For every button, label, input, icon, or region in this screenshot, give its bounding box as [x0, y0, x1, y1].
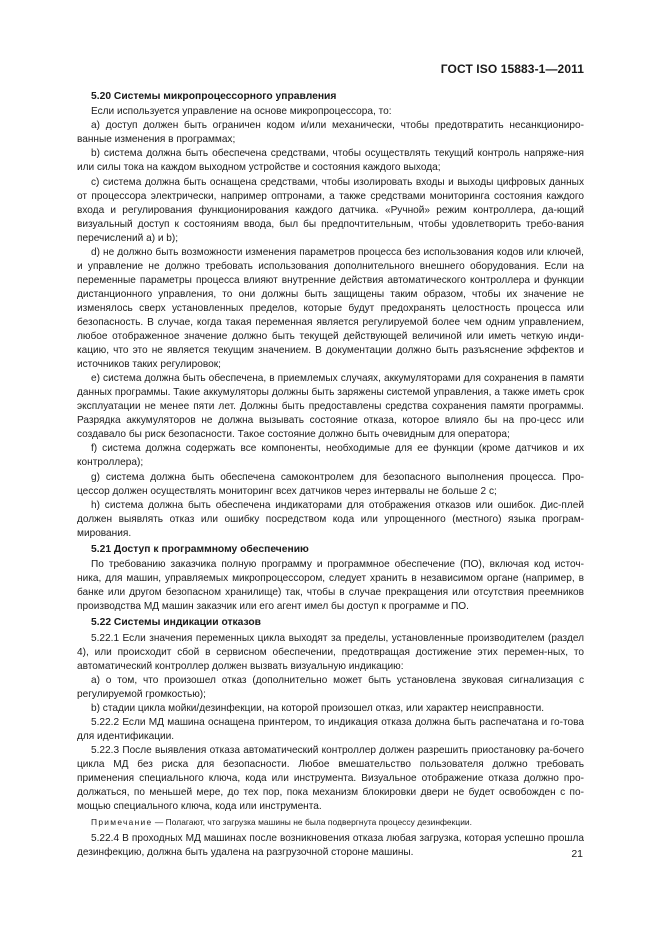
list-item-h: h) система должна быть обеспечена индикаторами для отображения отказов или ошибок. Дис-плей должен выявлять отказ или ошибку посредством кода или упрощенного (местного) языка програм-мирования.: [77, 499, 584, 539]
list-item-a: a) о том, что произошел отказ (дополнительно может быть установлена звуковая сигнализация с регулируемой громкостью);: [77, 674, 584, 700]
list-item-c: c) система должна быть оснащена средствами, чтобы изолировать входы и выходы цифровых данных от процессора электрически, например оптронами, а также средствами мониторинга состояния каждого входа и регулирования функционирования каждого датчика. «Ручной» режим контроллера, да-ющий визуальный доступ к состояниям ввода, был бы предпочтительным, чтобы удовлетворить требо-вания перечислений a) и b);: [77, 176, 584, 244]
clause-5-22-2: 5.22.2 Если МД машина оснащена принтером, то индикация отказа должна быть распечатана и го-това для идентификации.: [77, 716, 584, 742]
standard-designation: ГОСТ ISO 15883-1—2011: [440, 62, 584, 76]
section-heading-5-21: 5.21 Доступ к программному обеспечению: [91, 543, 309, 555]
note: [77, 816, 584, 828]
list-item-g: g) система должна быть обеспечена самоконтролем для безопасного выполнения процесса. Про-цессор должен осуществлять мониторинг всех датчиков через интервалы не больше 2 с;: [77, 471, 584, 497]
section-heading-5-20: 5.20 Системы микропроцессорного управления: [91, 91, 337, 102]
list-item-a: a) доступ должен быть ограничен кодом и/или механически, чтобы предотвратить несанкциониро-ванные изменения в программах;: [77, 120, 584, 146]
note-label: Примечание: [91, 817, 153, 828]
list-item-e: e) система должна быть обеспечена, в приемлемых случаях, аккумуляторами для сохранения в памяти данных программы. Такие аккумуляторы должны быть заряжены системой управления, а также иметь срок эксплуатации не менее пяти лет. Должны быть предоставлены средства сохранения памяти программы. Разрядка аккумуляторов не должна вызывать состояние отказа, которое влияло бы на про-цесс или создавало бы риск безопасности. Такое состояние должно быть очевидным для оператора;: [77, 373, 584, 441]
paragraph: Если используется управление на основе микропроцессора, то:: [91, 106, 392, 118]
list-item-b: b) система должна быть обеспечена средствами, чтобы осуществлять текущий контроль напряже-ния или силы тока на каждом выходном устройстве и состояния каждого выхода;: [77, 148, 584, 174]
paragraph: По требованию заказчика полную программу и программное обеспечение (ПО), включая код источ-ника, для машин, управляемых микропроцессором, следует хранить в независимом органе (например, в банке или другом безопасном хранилище) так, чтобы в случае прекращения или отсутствия преемников производства МД машин заказчик или его агент имел бы доступ к программе и ПО.: [77, 559, 584, 613]
list-item-f: f) система должна содержать все компоненты, необходимые для ее функции (кроме датчиков и их контроллера);: [77, 443, 584, 469]
document-body: [77, 90, 584, 860]
page-number: 21: [571, 848, 583, 860]
clause-5-22-1: 5.22.1 Если значения переменных цикла выходят за пределы, установленные производителем (раздел 4), или происходит сбой в сервисном обеспечении, предотвращая достижение этих перемен-ных, то автоматический контроллер должен вызвать визуальную индикацию:: [77, 632, 584, 672]
clause-5-22-3: 5.22.3 После выявления отказа автоматический контроллер должен разрешить приостановку ра-бочего цикла МД без риска для безопасности. Любое вмешательство пользователя должно требовать применения специального ключа, кода или инструмента. Визуальное отображение отказа должно про-должаться, по меньшей мере, до тех пор, пока механизм блокировки двери не будет освобожден с по-мощью специального ключа, кода или инструмента.: [77, 744, 584, 813]
section-heading-5-22: 5.22 Системы индикации отказов: [91, 617, 262, 629]
note-text: — Полагают, что загрузка машины не была подвергнута процессу дезинфекции.: [152, 817, 473, 828]
clause-5-22-4: 5.22.4 В проходных МД машинах после возникновения отказа любая загрузка, которая успешно прошла дезинфекцию, должна быть удалена на разгрузочной стороне машины.: [77, 833, 584, 859]
list-item-b: b) стадии цикла мойки/дезинфекции, на которой произошел отказ, или характер неисправности.: [91, 702, 545, 714]
list-item-d: d) не должно быть возможности изменения параметров процесса без использования кодов или ключей, и управление не должно требовать использования дополнительного внешнего оборудования. Если на переменные параметры процесса влияют внутренние действия автоматического контроллера и функции дистанционного управления, то они должны быть защищены таким образом, чтобы их значение не изменялось сверх установленных пределов, которые будут предохранять целостность процесса или безопасность. В случае, когда такая переменная является регулируемой более чем одним управлением, любое отображенное значение должно быть текущей действующей величиной или иметь четкую инди-кацию, что это не является текущим значением. В документации должно быть разъяснение эффектов и источников таких регулировок;: [77, 246, 584, 371]
